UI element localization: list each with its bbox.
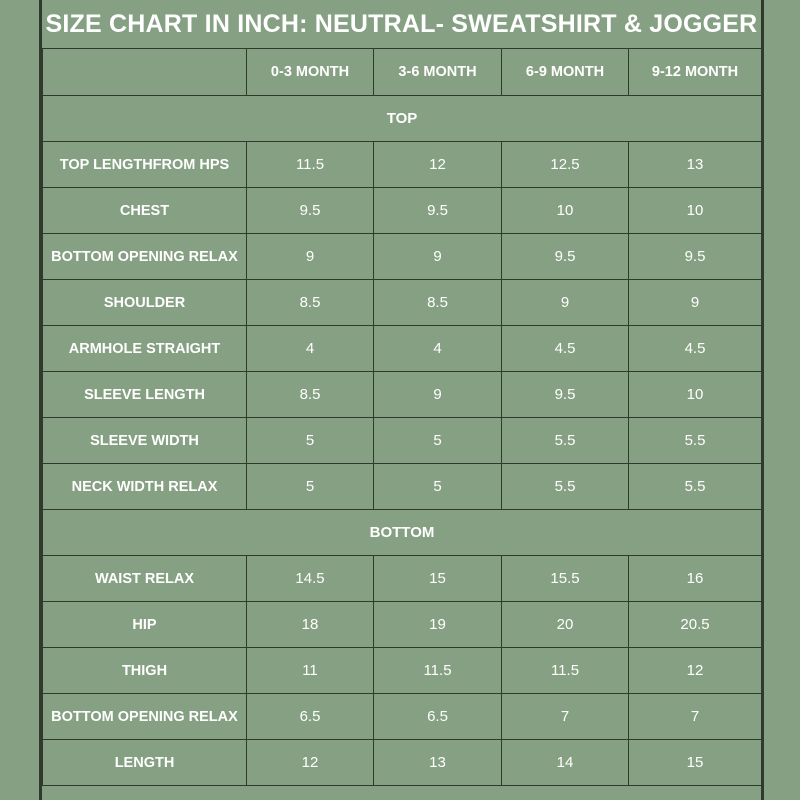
measurement-value: 18 [247, 602, 374, 648]
measurement-value: 15.5 [502, 556, 629, 602]
measurement-value: 12 [629, 648, 762, 694]
measurement-value: 19 [374, 602, 502, 648]
table-row [43, 556, 762, 602]
measurement-value: 5.5 [629, 418, 762, 464]
header-6-9-month: 6-9 MONTH [502, 49, 629, 96]
measurement-label: ARMHOLE STRAIGHT [43, 326, 247, 372]
chart-title: SIZE CHART IN INCH: NEUTRAL- SWEATSHIRT & JOGGER [45, 10, 758, 38]
measurement-value: 5.5 [502, 464, 629, 510]
measurement-value: 20.5 [629, 602, 762, 648]
measurement-value: 11.5 [374, 648, 502, 694]
measurement-value: 9 [374, 234, 502, 280]
table-row [43, 464, 762, 510]
measurement-value: 11 [247, 648, 374, 694]
measurement-label: SHOULDER [43, 280, 247, 326]
section-title: BOTTOM [43, 510, 762, 556]
table-row [43, 188, 762, 234]
measurement-value: 5.5 [629, 464, 762, 510]
measurement-value: 8.5 [247, 372, 374, 418]
measurement-value: 10 [502, 188, 629, 234]
header-3-6-month: 3-6 MONTH [374, 49, 502, 96]
size-table-body [43, 49, 762, 786]
measurement-value: 4 [247, 326, 374, 372]
measurement-value: 9.5 [502, 234, 629, 280]
table-row [43, 602, 762, 648]
measurement-value: 9.5 [502, 372, 629, 418]
measurement-label: NECK WIDTH RELAX [43, 464, 247, 510]
measurement-value: 8.5 [374, 280, 502, 326]
measurement-value: 5 [374, 418, 502, 464]
measurement-value: 11.5 [502, 648, 629, 694]
measurement-label: LENGTH [43, 740, 247, 786]
measurement-value: 9.5 [247, 188, 374, 234]
measurement-value: 13 [374, 740, 502, 786]
measurement-value: 12.5 [502, 142, 629, 188]
measurement-label: TOP LENGTHFROM HPS [43, 142, 247, 188]
measurement-value: 5 [247, 464, 374, 510]
measurement-value: 5.5 [502, 418, 629, 464]
measurement-label: THIGH [43, 648, 247, 694]
header-9-12-month: 9-12 MONTH [629, 49, 762, 96]
table-row [43, 142, 762, 188]
measurement-value: 8.5 [247, 280, 374, 326]
measurement-value: 7 [629, 694, 762, 740]
measurement-value: 9 [629, 280, 762, 326]
size-table [42, 48, 762, 786]
measurement-label: HIP [43, 602, 247, 648]
measurement-label: WAIST RELAX [43, 556, 247, 602]
measurement-value: 14.5 [247, 556, 374, 602]
size-chart [39, 0, 764, 800]
section-row-top [43, 96, 762, 142]
measurement-value: 14 [502, 740, 629, 786]
table-row [43, 326, 762, 372]
measurement-value: 4 [374, 326, 502, 372]
measurement-value: 4.5 [629, 326, 762, 372]
measurement-label: BOTTOM OPENING RELAX [43, 234, 247, 280]
measurement-value: 9.5 [374, 188, 502, 234]
measurement-value: 20 [502, 602, 629, 648]
measurement-value: 4.5 [502, 326, 629, 372]
measurement-value: 9 [247, 234, 374, 280]
table-row [43, 694, 762, 740]
measurement-value: 7 [502, 694, 629, 740]
measurement-label: CHEST [43, 188, 247, 234]
measurement-label: SLEEVE WIDTH [43, 418, 247, 464]
measurement-value: 16 [629, 556, 762, 602]
measurement-value: 6.5 [374, 694, 502, 740]
measurement-label: BOTTOM OPENING RELAX [43, 694, 247, 740]
table-row [43, 740, 762, 786]
measurement-value: 15 [374, 556, 502, 602]
measurement-value: 12 [374, 142, 502, 188]
header-row [43, 49, 762, 96]
measurement-value: 6.5 [247, 694, 374, 740]
measurement-value: 15 [629, 740, 762, 786]
measurement-value: 10 [629, 188, 762, 234]
table-row [43, 648, 762, 694]
header-corner [43, 49, 247, 96]
measurement-value: 9.5 [629, 234, 762, 280]
section-row-bottom [43, 510, 762, 556]
section-title: TOP [43, 96, 762, 142]
table-row [43, 418, 762, 464]
table-row [43, 280, 762, 326]
measurement-value: 5 [374, 464, 502, 510]
header-0-3-month: 0-3 MONTH [247, 49, 374, 96]
table-row [43, 372, 762, 418]
measurement-value: 9 [502, 280, 629, 326]
measurement-value: 10 [629, 372, 762, 418]
measurement-value: 12 [247, 740, 374, 786]
table-row [43, 234, 762, 280]
measurement-value: 11.5 [247, 142, 374, 188]
measurement-label: SLEEVE LENGTH [43, 372, 247, 418]
measurement-value: 9 [374, 372, 502, 418]
measurement-value: 5 [247, 418, 374, 464]
measurement-value: 13 [629, 142, 762, 188]
